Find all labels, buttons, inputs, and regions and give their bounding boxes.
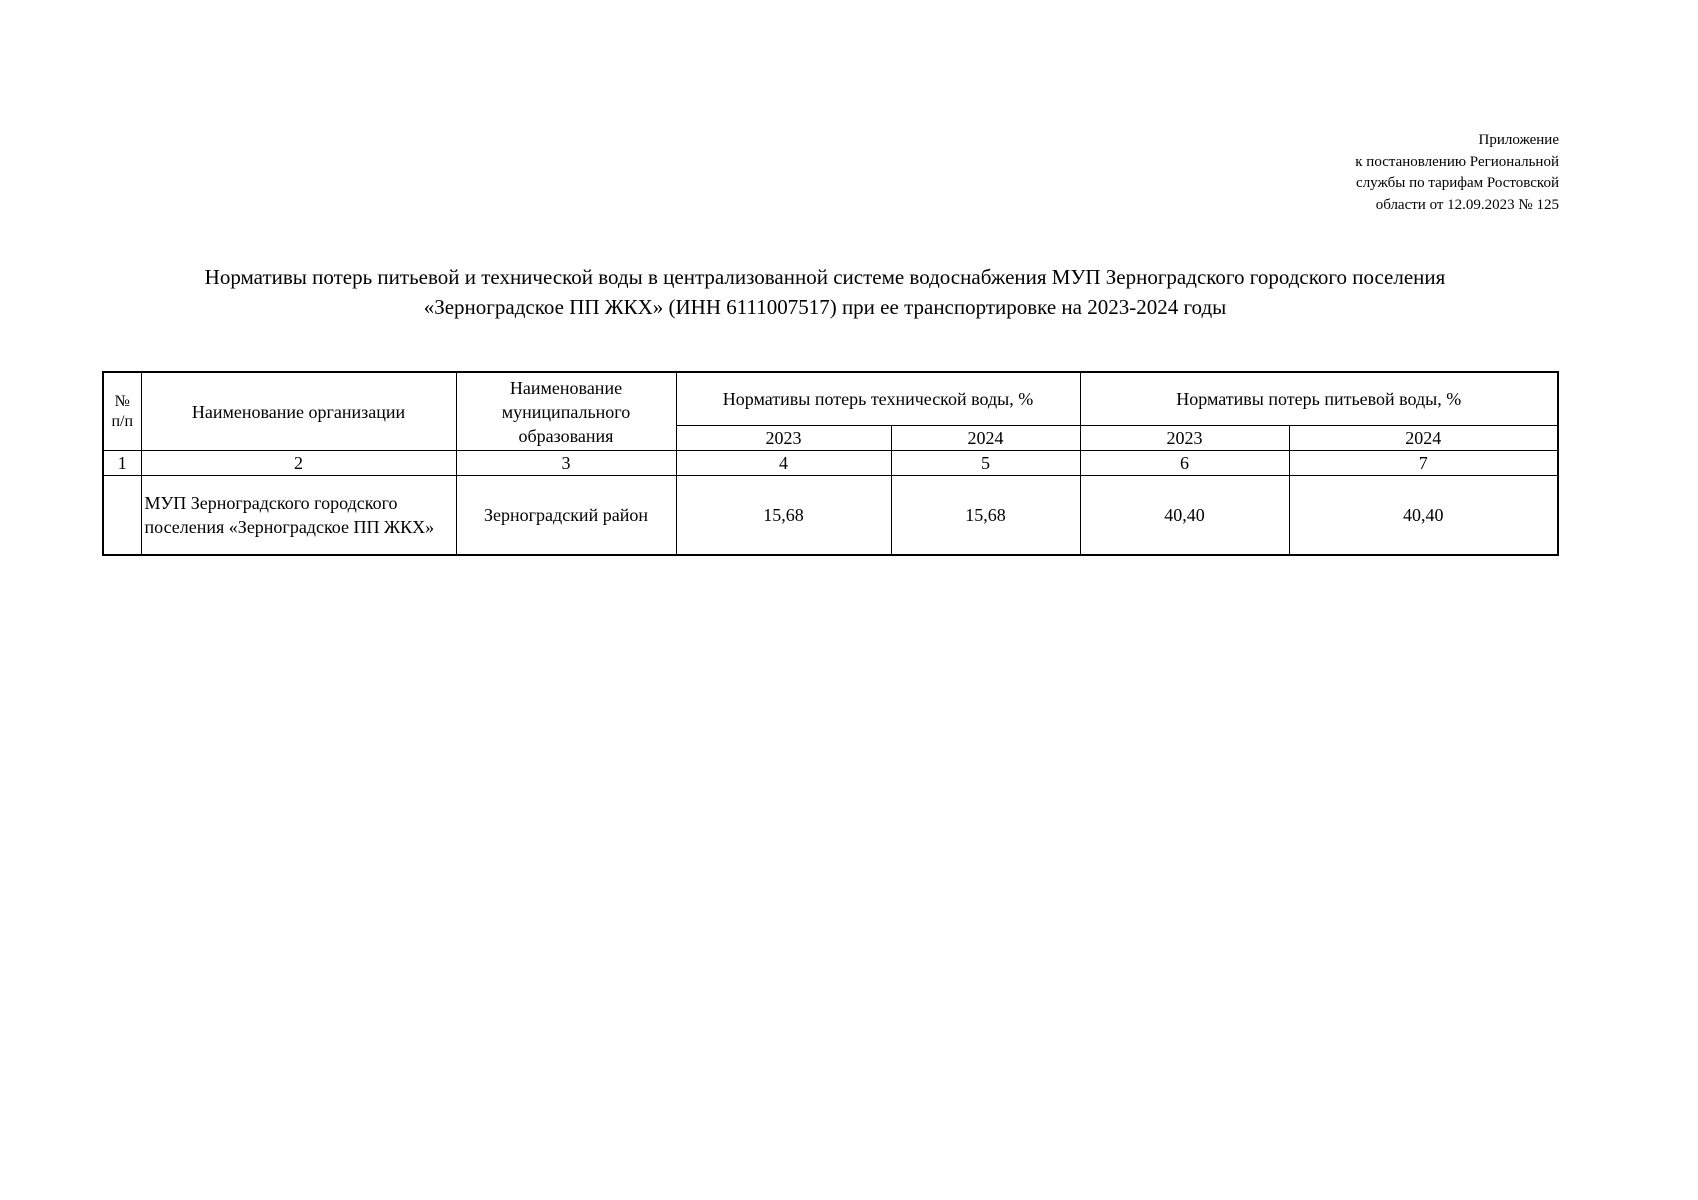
header-org: Наименование организации <box>141 372 456 451</box>
index-cell: 1 <box>103 451 141 476</box>
index-cell: 2 <box>141 451 456 476</box>
norms-table <box>102 371 1559 556</box>
header-year: 2023 <box>676 426 891 451</box>
table-row <box>103 476 1558 556</box>
document-title <box>95 262 1555 322</box>
index-row <box>103 451 1558 476</box>
title-line-2: «Зерноградское ПП ЖКХ» (ИНН 6111007517) при ее транспортировке на 2023-2024 годы <box>423 295 1227 319</box>
row-org: МУП Зерноградского городского поселения «Зерноградское ПП ЖКХ» <box>141 476 456 556</box>
header-drinking: Нормативы потерь питьевой воды, % <box>1080 372 1558 426</box>
header-technical: Нормативы потерь технической воды, % <box>676 372 1080 426</box>
row-num <box>103 476 141 556</box>
row-value-drinking-2024: 40,40 <box>1289 476 1558 556</box>
appendix-line: службы по тарифам Ростовской <box>1356 175 1559 191</box>
appendix-line: Приложение <box>1478 132 1559 148</box>
index-cell: 7 <box>1289 451 1558 476</box>
index-cell: 5 <box>891 451 1080 476</box>
row-municipality: Зерноградский район <box>456 476 676 556</box>
row-value-technical-2023: 15,68 <box>676 476 891 556</box>
title-line-1: Нормативы потерь питьевой и технической воды в централизованной системе водоснабжения МУП Зерноградского городского поселения <box>204 265 1446 289</box>
appendix-line: области от 12.09.2023 № 125 <box>1375 196 1559 213</box>
header-row <box>103 372 1558 426</box>
index-cell: 3 <box>456 451 676 476</box>
header-year: 2024 <box>891 426 1080 451</box>
row-value-drinking-2023: 40,40 <box>1080 476 1289 556</box>
appendix-line: к постановлению Региональной <box>1355 153 1559 170</box>
index-cell: 6 <box>1080 451 1289 476</box>
header-year: 2024 <box>1289 426 1558 451</box>
header-num: № п/п <box>103 372 141 451</box>
header-municipality: Наименование муниципального образования <box>456 372 676 451</box>
row-value-technical-2024: 15,68 <box>891 476 1080 556</box>
header-year: 2023 <box>1080 426 1289 451</box>
appendix-block <box>1259 130 1559 216</box>
index-cell: 4 <box>676 451 891 476</box>
